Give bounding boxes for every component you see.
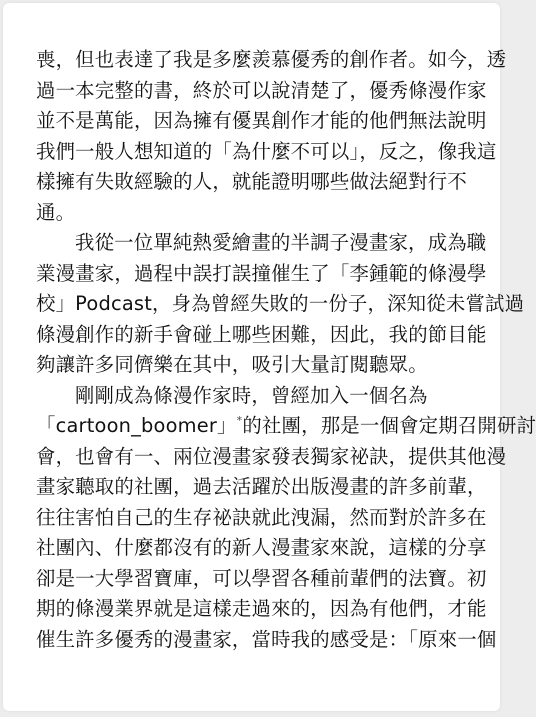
text-line: 卻是一大學習寶庫，可以學習各種前輩們的法寶。初 xyxy=(36,566,487,590)
text-line: 過一本完整的書，終於可以說清楚了，優秀條漫作家 xyxy=(36,78,487,102)
footnote-marker[interactable]: * xyxy=(236,414,243,427)
text-line: 夠讓許多同儕樂在其中，吸引大量訂閱聽眾。 xyxy=(36,353,428,376)
paragraph-first-line: 剛剛成為條漫作家時，曾經加入一個名為 xyxy=(75,383,428,407)
text-line: 業漫畫家，過程中誤打誤撞催生了「李鍾範的條漫學 xyxy=(36,261,487,285)
text-line: 社團內、什麼都沒有的新人漫畫家來說，這樣的分享 xyxy=(36,536,487,559)
text-line: 條漫創作的新手會碰上哪些困難，因此，我的節目能 xyxy=(36,322,487,346)
text-line: 我們一般人想知道的「為什麼不可以」，反之，像我這 xyxy=(36,139,497,163)
page-body-text xyxy=(36,45,536,655)
text-line-with-footnote xyxy=(36,411,536,442)
paragraph-first-line: 我從一位單純熱愛繪畫的半調子漫畫家，成為職 xyxy=(75,231,487,254)
text-line: 往往害怕自己的生存祕訣就此洩漏，然而對於許多在 xyxy=(36,505,487,529)
text-line: 並不是萬能，因為擁有優異創作才能的他們無法說明 xyxy=(36,109,487,132)
text-line: 通。 xyxy=(36,200,76,224)
text-line-continuation: 的社團，那是一個會定期召開研討 xyxy=(242,414,536,437)
text-line: 期的條漫業界就是這樣走過來的，因為有他們，才能 xyxy=(36,597,487,620)
text-line: 樣擁有失敗經驗的人，就能證明哪些做法絕對行不 xyxy=(36,170,467,193)
text-line: 校」Podcast，身為曾經失敗的一份子，深知從未嘗試過 xyxy=(36,292,525,315)
text-line: 會，也會有一、兩位漫畫家發表獨家祕訣，提供其他漫 xyxy=(36,444,507,468)
text-line: 催生許多優秀的漫畫家，當時我的感受是：「原來一個 xyxy=(36,627,497,651)
text-line: 喪，但也表達了我是多麼羨慕優秀的創作者。如今，透 xyxy=(36,48,507,71)
book-page xyxy=(3,3,536,711)
text-line: 畫家聽取的社團，過去活躍於出版漫畫的許多前輩， xyxy=(36,475,487,498)
group-name-text: 「cartoon_boomer」 xyxy=(36,414,237,437)
